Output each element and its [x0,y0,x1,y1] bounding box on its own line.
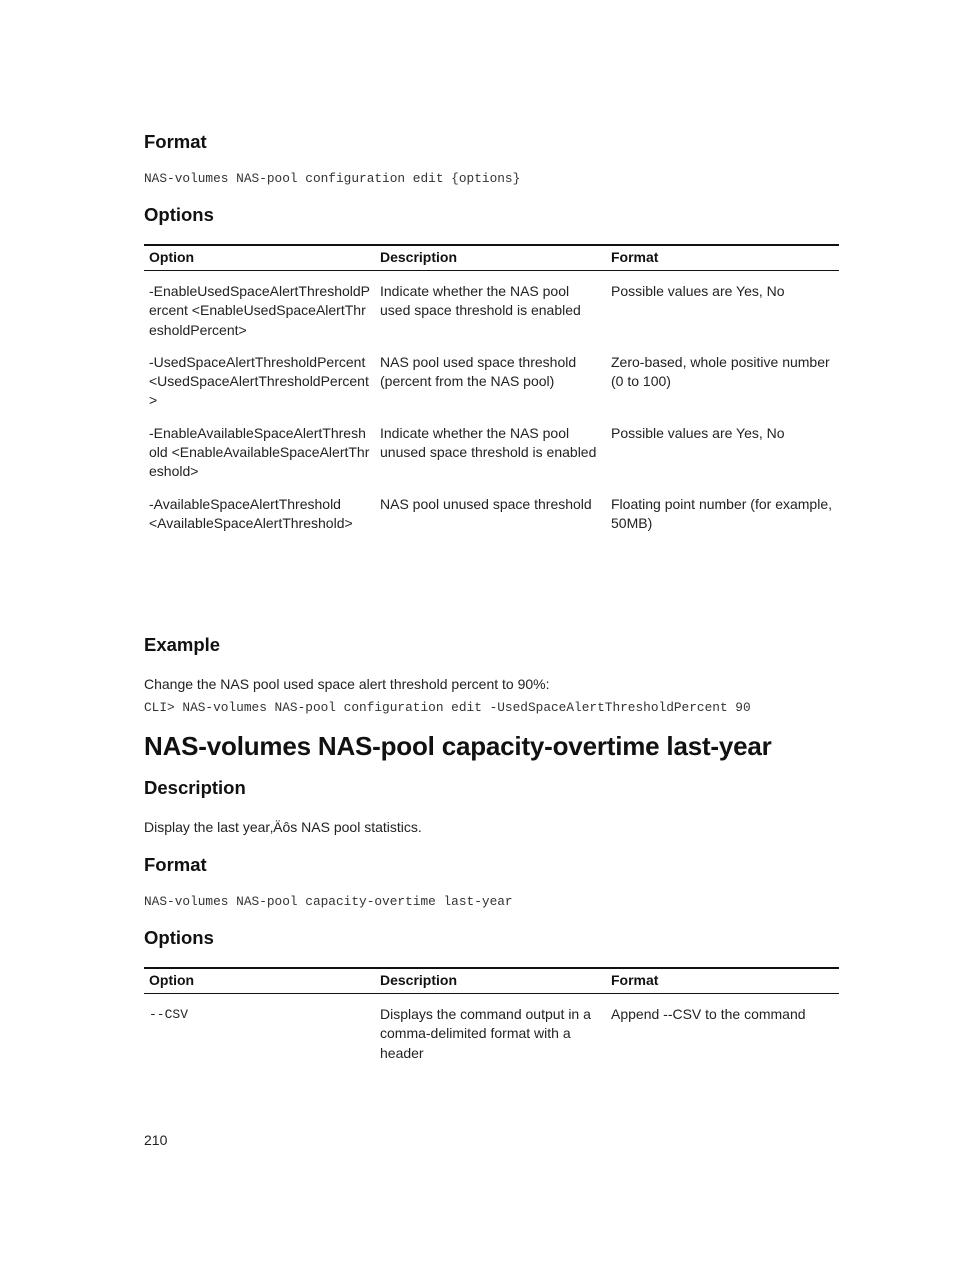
column-header-format: Format [606,245,839,271]
option-cell: -AvailableSpaceAlertThreshold <AvailableSpaceAlertThreshold> [149,495,353,531]
column-header-description: Description [375,968,606,994]
format-cell: Possible values are Yes, No [611,283,785,299]
format-heading: Format [144,131,207,152]
format-cell: Append --CSV to the command [611,1006,806,1022]
description-cell: NAS pool used space threshold (percent from the NAS pool) [380,353,577,390]
format-cell: Zero-based, whole positive number (0 to 100) [611,353,830,390]
option-cell: -UsedSpaceAlertThresholdPercent <UsedSpaceAlertThresholdPercent> [149,353,369,409]
option-cell: --CSV [149,1007,189,1022]
description-heading: Description [144,777,246,798]
format-cell: Floating point number (for example, 50MB) [611,495,832,531]
table-row [144,271,839,345]
column-header-description: Description [375,245,606,271]
description-cell: Indicate whether the NAS pool unused space threshold is enabled [380,424,597,461]
column-header-option: Option [144,968,375,994]
column-header-option: Option [144,245,375,271]
description-text: Display the last year‚Äôs NAS pool statistics. [144,819,422,835]
options-heading: Options [144,927,214,948]
example-heading: Example [144,634,221,655]
format-command: NAS-volumes NAS-pool configuration edit {options} [144,171,521,186]
description-cell: NAS pool unused space threshold [380,495,592,512]
table-row [144,487,839,539]
table-header-row [144,968,839,994]
description-cell: Indicate whether the NAS pool used space threshold is enabled [380,283,581,319]
options-heading: Options [144,204,214,225]
table-row [144,345,839,416]
format-command: NAS-volumes NAS-pool capacity-overtime last-year [144,894,513,909]
option-cell: -EnableAvailableSpaceAlertThreshold <EnableAvailableSpaceAlertThreshold> [149,424,370,480]
table-row [144,416,839,487]
column-header-format: Format [606,968,839,994]
options-table [144,967,839,1068]
format-cell: Possible values are Yes, No [611,424,785,441]
options-table [144,244,839,538]
example-text: Change the NAS pool used space alert threshold percent to 90%: [144,676,550,692]
page-number: 210 [144,1132,168,1148]
description-cell: Displays the command output in a comma-delimited format with a header [380,1006,591,1061]
format-heading: Format [144,854,207,875]
table-header-row [144,245,839,271]
example-command: CLI> NAS-volumes NAS-pool configuration edit -UsedSpaceAlertThresholdPercent 90 [144,700,751,715]
command-title: NAS-volumes NAS-pool capacity-overtime last-year [144,731,772,761]
option-cell: -EnableUsedSpaceAlertThresholdPercent <EnableUsedSpaceAlertThresholdPercent> [149,283,371,338]
table-row [144,994,839,1068]
